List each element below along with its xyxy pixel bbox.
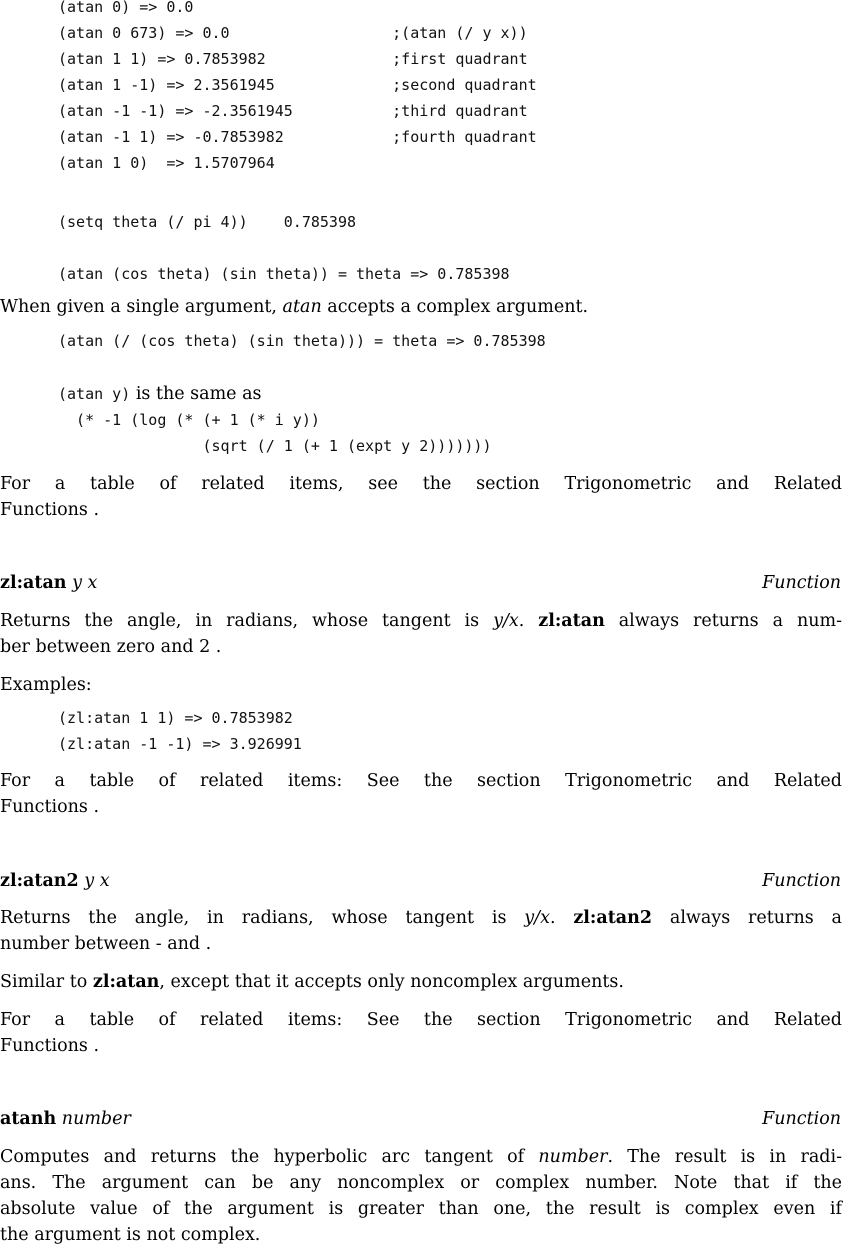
atan-see-also-line2: Functions . [0, 500, 100, 520]
zl-atan-heading [0, 570, 842, 596]
zl-atan2-similar-note: Similar to zl:atan, except that it accepts only noncomplex arguments. [0, 972, 624, 992]
atan-same-as-line: (atan y) is the same as [58, 384, 262, 404]
code-line: (sqrt (/ 1 (+ 1 (expt y 2))))))) [58, 437, 492, 455]
atanh-desc-line1: Computes and returns the hyperbolic arc tangent of number. The result is in radi- [0, 1147, 842, 1167]
function-name: atanh [0, 1109, 57, 1129]
zl-atan2-see-also-line2: Functions . [0, 1036, 100, 1056]
atanh-heading [0, 1106, 842, 1132]
atan-identity2-code: (atan (/ (cos theta) (sin theta))) = theta => 0.785398 [58, 332, 546, 350]
zl-atan-see-also-line1: For a table of related items: See the section Trigonometric and Related [0, 771, 842, 791]
code-line: (atan 0 673) => 0.0 ;(atan (/ y x)) [58, 24, 528, 42]
code-line: (atan 0) => 0.0 [58, 0, 194, 16]
atan-identity-code: (atan (cos theta) (sin theta)) = theta => 0.785398 [58, 265, 510, 283]
atan-examples-code [58, 0, 537, 176]
zl-atan-examples-label: Examples: [0, 675, 92, 695]
function-name: zl:atan2 [0, 871, 79, 891]
atanh-desc-line3: absolute value of the argument is greater than one, the result is complex even if [0, 1199, 842, 1219]
setq-theta-code: (setq theta (/ pi 4)) 0.785398 [58, 213, 357, 231]
atanh-desc-line2: ans. The argument can be any noncomplex or complex number. Note that if the [0, 1173, 842, 1193]
code-line: (* -1 (log (* (+ 1 (* i y)) [58, 411, 320, 429]
zl-atan-examples-code [58, 705, 302, 757]
atan-emphasis: atan [282, 297, 322, 317]
code-line: (atan 1 1) => 0.7853982 ;first quadrant [58, 50, 528, 68]
atan-y-code: (atan y) [58, 385, 131, 403]
atanh-desc-line4: the argument is not complex. [0, 1225, 261, 1245]
zl-atan-desc-line2: ber between zero and 2 . [0, 637, 222, 657]
code-line: (zl:atan 1 1) => 0.7853982 [58, 709, 293, 727]
code-line: (atan -1 1) => -0.7853982 ;fourth quadrant [58, 128, 537, 146]
zl-atan-desc-line1: Returns the angle, in radians, whose tangent is y/x. zl:atan always returns a num- [0, 611, 842, 631]
function-args: y x [84, 871, 110, 891]
zl-atan2-heading [0, 868, 842, 894]
function-kind-label: Function [762, 871, 841, 891]
atan-formula-code [58, 407, 491, 459]
code-line: (atan 1 0) => 1.5707964 [58, 154, 275, 172]
function-kind-label: Function [762, 1109, 841, 1129]
zl-atan-see-also-line2: Functions . [0, 797, 100, 817]
zl-atan2-see-also-line1: For a table of related items: See the section Trigonometric and Related [0, 1010, 842, 1030]
function-args: number [61, 1109, 131, 1129]
atan-complex-note: When given a single argument, atan accepts a complex argument. [0, 297, 589, 317]
code-line: (zl:atan -1 -1) => 3.926991 [58, 735, 302, 753]
zl-atan2-desc-line2: number between - and . [0, 934, 212, 954]
function-kind-label: Function [762, 573, 841, 593]
code-line: (atan -1 -1) => -2.3561945 ;third quadrant [58, 102, 528, 120]
function-name: zl:atan [0, 573, 67, 593]
function-args: y x [72, 573, 98, 593]
atan-see-also-line1: For a table of related items, see the section Trigonometric and Related [0, 474, 842, 494]
zl-atan2-desc-line1: Returns the angle, in radians, whose tangent is y/x. zl:atan2 always returns a [0, 908, 842, 928]
code-line: (atan 1 -1) => 2.3561945 ;second quadrant [58, 76, 537, 94]
